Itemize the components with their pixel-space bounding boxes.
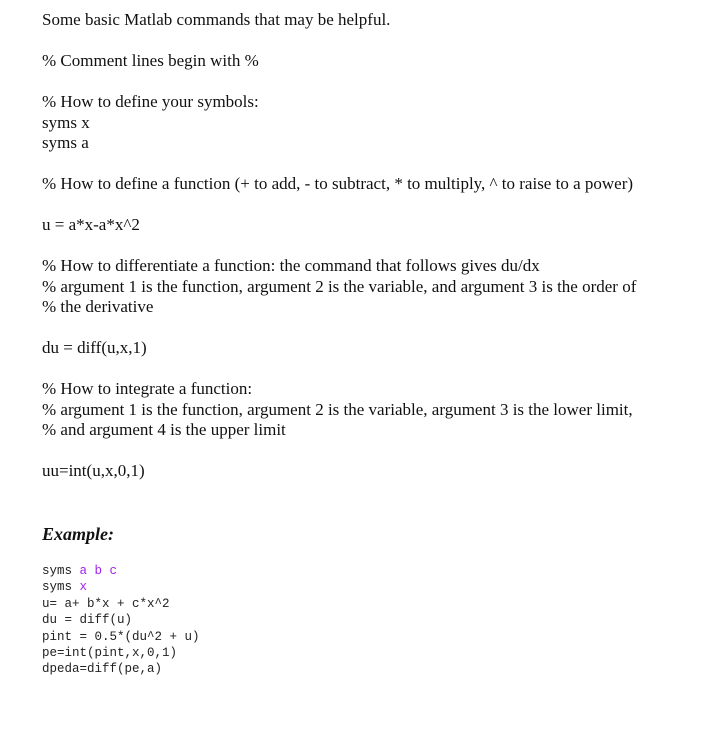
diff-header-line-1: % How to differentiate a function: the command that follows gives du/dx	[42, 256, 540, 275]
diff-header-line-2: % argument 1 is the function, argument 2 is the variable, and argument 3 is the order of	[42, 276, 637, 296]
int-header-line-3: % and argument 4 is the upper limit	[42, 420, 286, 439]
example-code-block	[42, 563, 200, 678]
code-keyword: syms	[42, 564, 80, 578]
int-header-line-2: % argument 1 is the function, argument 2 is the variable, argument 3 is the lower limit,	[42, 399, 633, 419]
int-header-line-1: % How to integrate a function:	[42, 379, 253, 398]
syms-a-line: syms a	[42, 133, 89, 152]
define-symbols-header: % How to define your symbols:	[42, 92, 259, 111]
comment-note: % Comment lines begin with %	[42, 51, 259, 70]
code-line: dpeda=diff(pe,a)	[42, 662, 163, 677]
code-line: du = diff(u)	[42, 613, 133, 628]
code-line: pe=int(pint,x,0,1)	[42, 646, 178, 661]
code-line	[42, 563, 200, 579]
code-line: pint = 0.5*(du^2 + u)	[42, 629, 200, 644]
code-line: u= a+ b*x + c*x^2	[42, 596, 170, 611]
intro-text: Some basic Matlab commands that may be helpful.	[42, 10, 391, 29]
diff-header-line-3: % the derivative	[42, 297, 154, 316]
document-body	[42, 10, 702, 545]
code-symbol-args: x	[79, 580, 88, 595]
example-heading: Example:	[42, 523, 114, 544]
code-line	[42, 579, 200, 595]
function-example: u = a*x-a*x^2	[42, 215, 140, 234]
diff-example: du = diff(u,x,1)	[42, 338, 147, 357]
syms-x-line: syms x	[42, 112, 90, 132]
int-example: uu=int(u,x,0,1)	[42, 461, 145, 480]
define-function-header: % How to define a function (+ to add, - to subtract, * to multiply, ^ to raise to a power)	[42, 174, 634, 193]
code-symbol-args: a b c	[79, 564, 118, 578]
code-keyword: syms	[42, 580, 80, 595]
